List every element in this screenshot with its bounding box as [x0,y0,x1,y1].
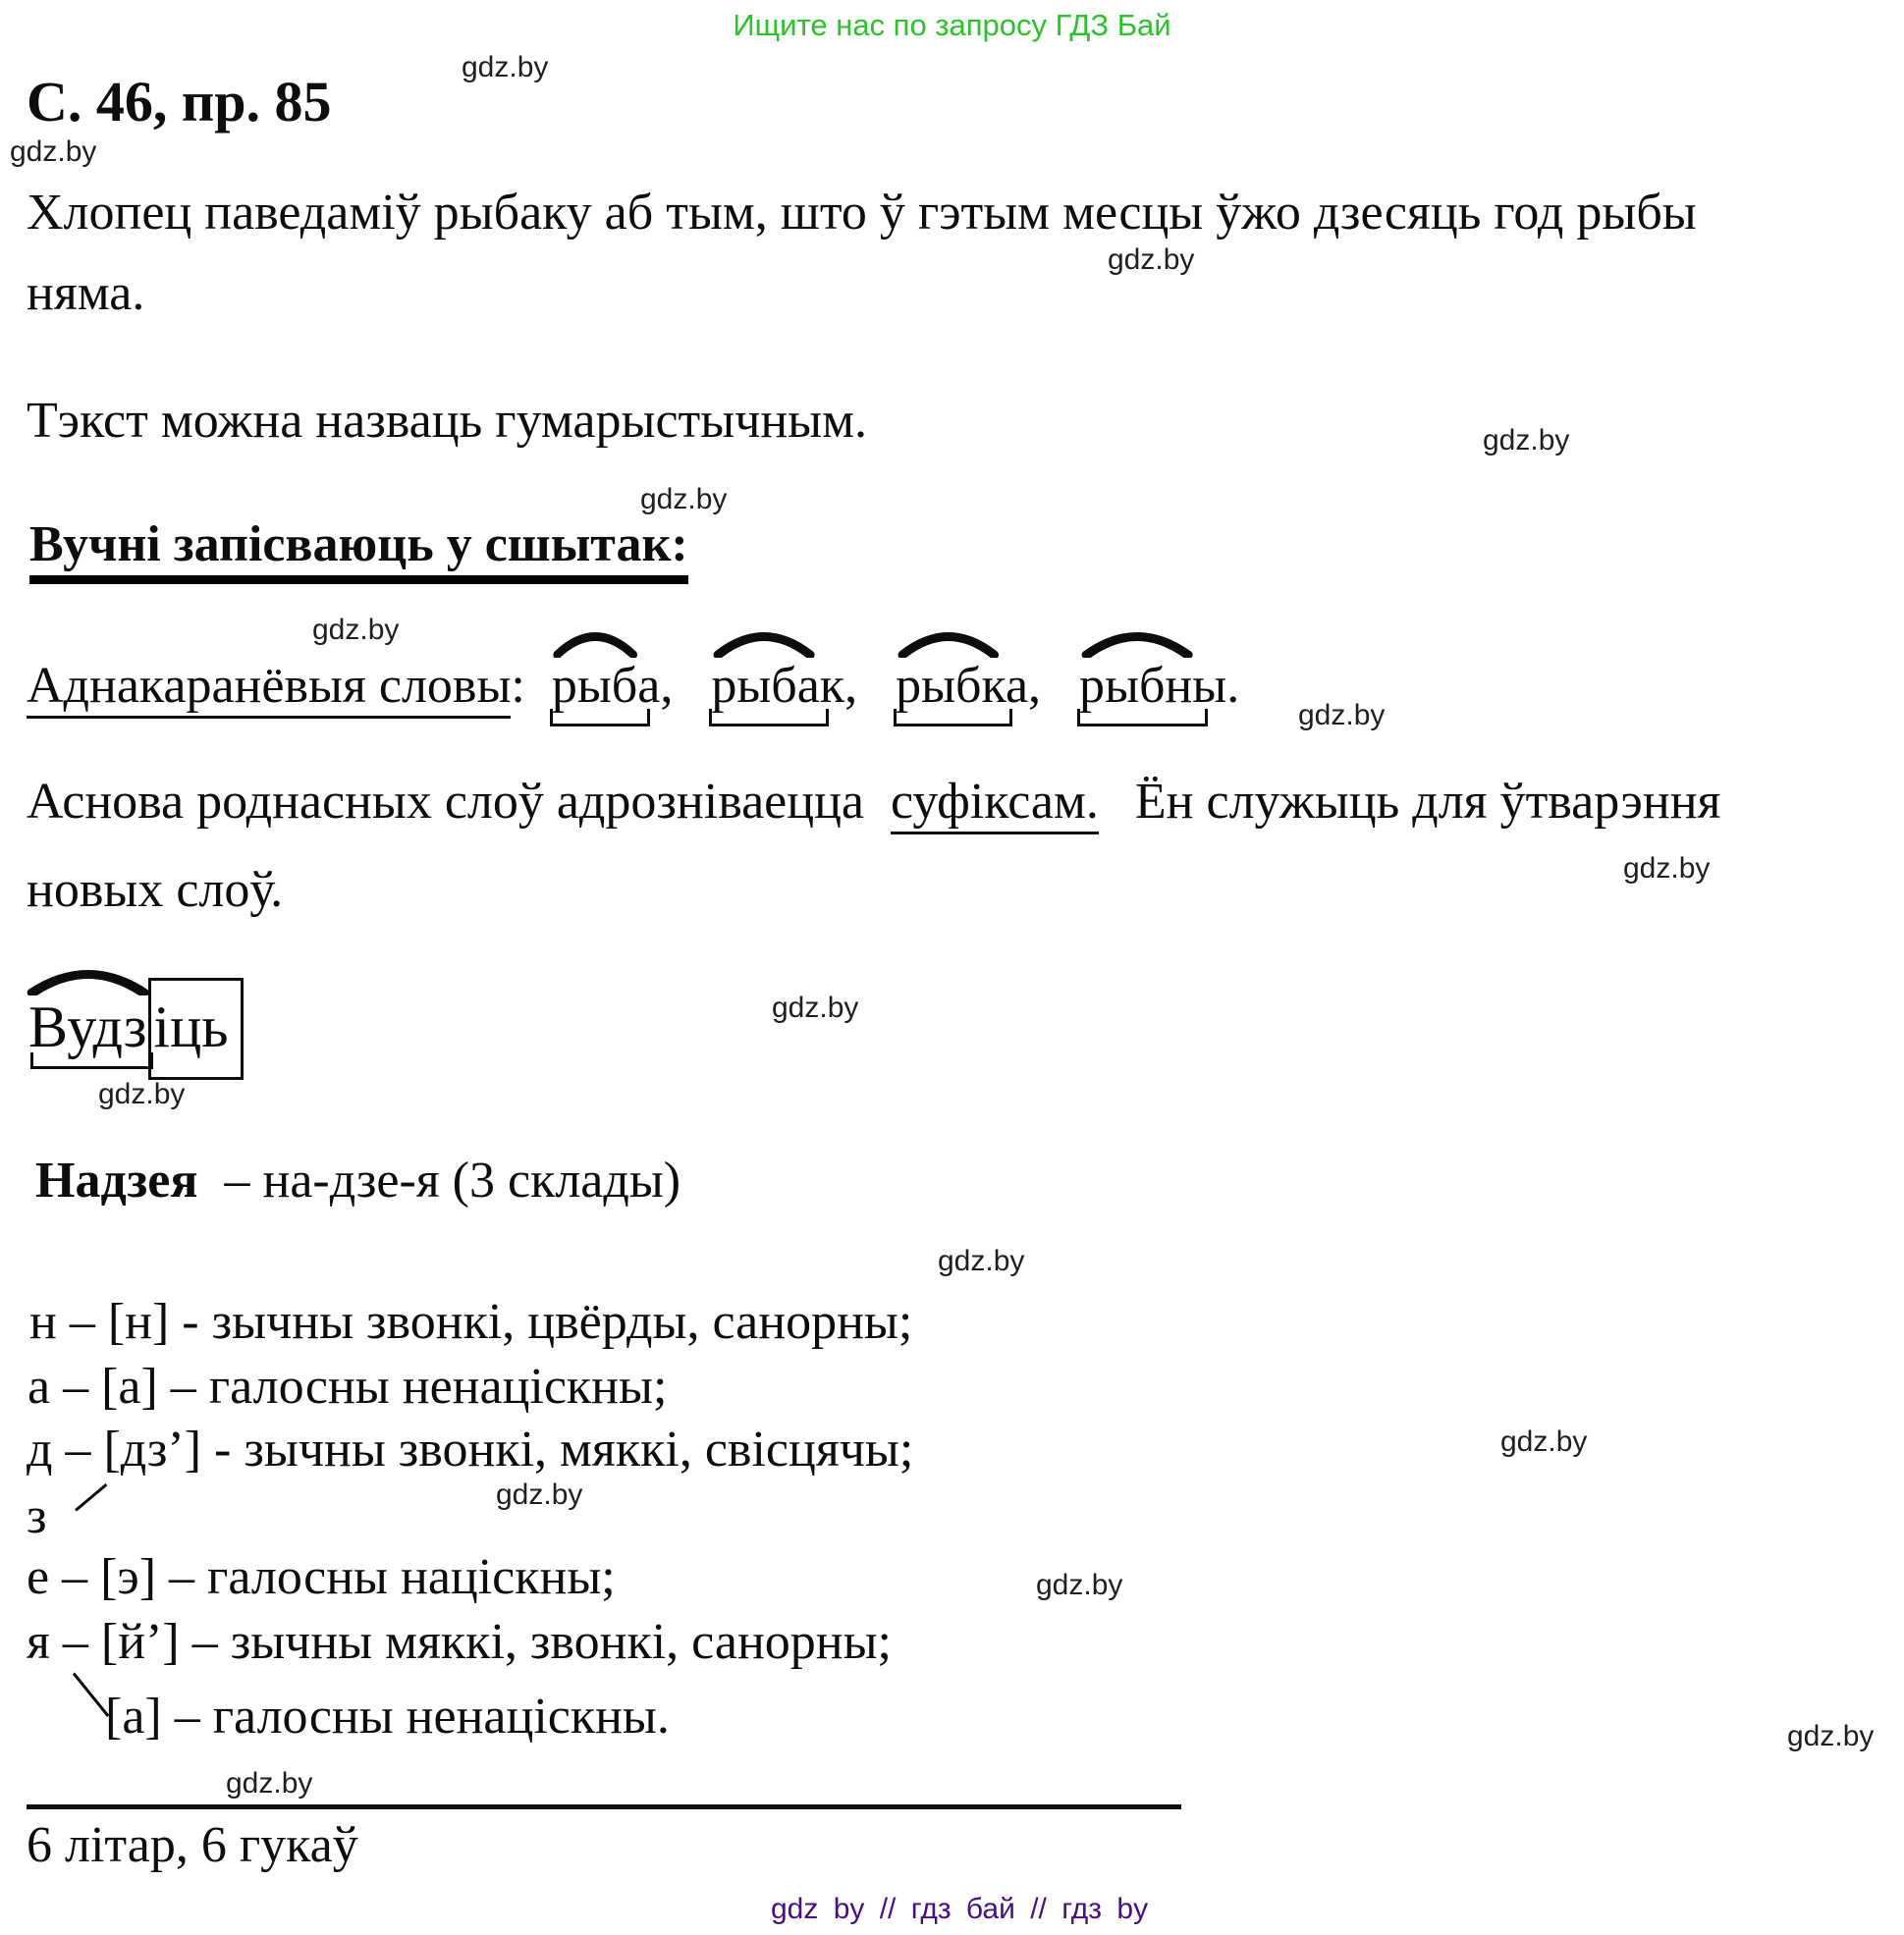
gdz-watermark: gdz.by [312,614,400,646]
phonetic-line-n: н – [н] - зычны звонкі, цвёрды, санорны; [29,1294,913,1350]
answer-sentence-line1: Хлопец паведаміў рыбаку аб тым, што ў гэтым месцы ўжо дзесяць год рыбы [27,185,1697,241]
syllable-word: Надзея [35,1153,198,1209]
gdz-watermark: gdz.by [1500,1425,1588,1458]
section-heading: Вучні запісваюць у сшытак: [29,518,688,584]
gdz-watermark: gdz.by [1483,424,1570,457]
cognates-line [27,660,1265,714]
suffix-box: іць [148,978,243,1080]
gdz-watermark: gdz.by [1298,699,1386,731]
root-arc [898,626,1000,658]
section-heading-wrap [29,518,688,584]
gdz-watermark: gdz.by [496,1478,583,1511]
base-bracket [894,709,1012,726]
letter-link-slash [75,1483,107,1512]
divider-line [27,1804,1181,1809]
page-title: С. 46, пр. 85 [27,70,332,134]
base-bracket [550,709,650,726]
syllable-rest: – на-дзе-я (3 склады) [224,1153,681,1209]
phonetic-line-a: а – [а] – галосны ненаціскны; [27,1359,668,1415]
suffix-note-line2: новых слоў. [27,862,284,918]
gdz-watermark: gdz.by [938,1245,1025,1277]
root-arc [27,964,149,995]
gdz-watermark: gdz.by [98,1078,186,1110]
gdz-watermark: gdz.by [640,483,728,515]
cognates-separator: : [511,658,525,714]
root-arc [553,626,637,658]
suffix-note-line1 [27,776,1720,830]
phonetic-line-e: е – [э] – галосны націскны; [27,1549,616,1605]
gdz-watermark: gdz.by [772,992,859,1024]
cognate-word [552,660,673,714]
phonetic-line-d: д – [дз’] - зычны звонкі, мяккі, свісцячы; [27,1422,914,1478]
base-bracket [709,709,829,726]
syllable-division-line [35,1155,680,1209]
footer-brand-line: gdz by // гдз бай // гдз by [771,1893,1149,1925]
suffix-note-underlined: суфіксам. [891,774,1099,834]
word-root [28,994,146,1061]
cognate-word-text: рыбны. [1079,658,1240,714]
cognate-word [711,660,857,714]
letter-link-backslash [73,1673,110,1717]
gdz-watermark: gdz.by [10,135,97,168]
word-analysis-vudzits [28,994,244,1061]
cognate-word-text: рыбка, [896,658,1042,714]
phonetic-line-ya: я – [й’] – зычны мяккі, звонкі, санорны; [27,1614,893,1670]
suffix-note-part2: Ён служыць для ўтварэння [1134,774,1721,830]
gdz-watermark: gdz.by [1108,243,1195,276]
text-type-statement: Тэкст можна назваць гумарыстычным. [27,393,868,449]
cognates-label: Аднакаранёвыя словы [27,658,511,719]
suffix-note-part1: Аснова роднасных слоў адрозніваецца [27,774,864,830]
phonetic-line-z: з [27,1488,47,1544]
root-arc [1081,626,1193,658]
letters-sounds-total: 6 літар, 6 гукаў [27,1817,358,1873]
promo-banner: Ищите нас по запросу ГДЗ Бай [733,8,1171,42]
cognate-word [1079,660,1239,714]
cognate-word-text: рыба, [551,658,674,714]
gdz-watermark: gdz.by [462,51,549,83]
gdz-watermark: gdz.by [226,1767,313,1800]
gdz-watermark: gdz.by [1036,1569,1123,1601]
cognate-word-text: рыбак, [711,658,858,714]
cognate-word [896,660,1041,714]
phonetic-line-a2: [а] – галосны ненаціскны. [105,1689,670,1745]
gdz-watermark: gdz.by [1787,1720,1875,1752]
root-arc [713,626,815,658]
answer-sentence-line2: няма. [27,265,145,321]
gdz-watermark: gdz.by [1623,852,1711,885]
word-root-text: Вудз [28,994,147,1059]
base-bracket [30,1052,153,1069]
base-bracket [1077,709,1208,726]
